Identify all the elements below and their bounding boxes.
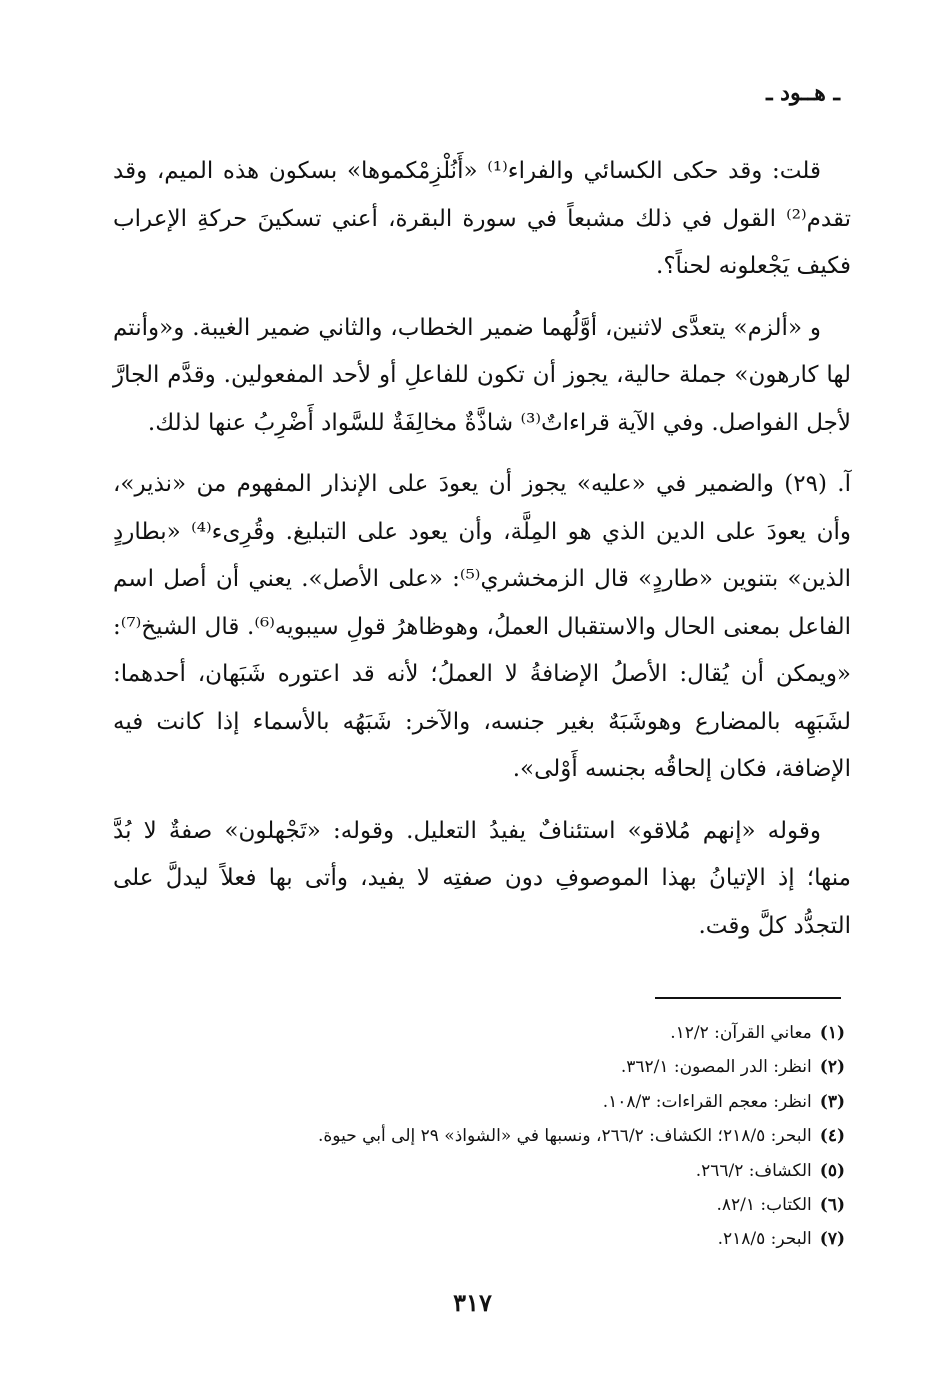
footnote-item [105, 1154, 845, 1188]
footnote-text: الكشاف: ٢٦٦/٢. [695, 1160, 812, 1181]
paragraph-1: قلت: وقد حكى الكسائي والفراء⁽¹⁾ «أَنُلْزِمْكموها» بسكون هذه الميم، وقد تقدم⁽²⁾ القول في ذلك مشبعاً في سورة البقرة، أعني تسكينَ حركةِ الإعراب فكيف يَجْعلونه لحناً؟. [113, 158, 851, 279]
footnote-number: (٢) [819, 1057, 845, 1078]
footnote-item [105, 1016, 845, 1050]
footnote-number: (٣) [819, 1091, 845, 1112]
footnote-item [105, 1050, 845, 1084]
footnotes-list [105, 1016, 845, 1257]
footnote-item [105, 1188, 845, 1222]
running-header: ـ هــود ـ [766, 80, 840, 106]
footnote-number: (٦) [819, 1195, 845, 1216]
footnote-text: البحر: ٢١٨/٥. [717, 1229, 812, 1250]
footnote-number: (١) [819, 1023, 845, 1043]
footnote-text: انظر: معجم القراءات: ١٠٨/٣. [602, 1091, 812, 1112]
footnote-number: (٤) [819, 1126, 845, 1147]
footnote-item [105, 1085, 845, 1119]
footnote-text: انظر: الدر المصون: ٣٦٢/١. [620, 1057, 812, 1078]
footnote-text: معاني القرآن: ١٢/٢. [670, 1023, 812, 1043]
footnote-separator [655, 997, 841, 999]
paragraph-2: و «ألزم» يتعدَّى لاثنين، أوَّلُهما ضمير الخطاب، والثاني ضمير الغيبة. و«وأنتم لها كارهون» جملة حالية، يجوز أن تكون للفاعلِ أو لأحد المفعولين. وقدَّم الجارَّ لأجل الفواصل. وفي الآية قراءاتٌ⁽³⁾ شاذَّةٌ مخالِفَةٌ للسَّواد أَضْرِبُ عنها لذلك. [113, 314, 851, 436]
paragraph-3: آ. (٢٩) والضمير في «عليه» يجوز أن يعودَ على الإنذار المفهوم من «نذير»، وأن يعودَ على الدين الذي هو المِلَّة، وأن يعود على التبليغ. وقُرِىء⁽⁴⁾ «بطاردٍ الذين» بتنوين «طاردٍ» قال الزمخشري⁽⁵⁾: «على الأصل». يعني أن أصل اسم الفاعل بمعنى الحال والاستقبال العملُ، وهوظاهرُ قولِ سيبويه⁽⁶⁾. قال الشيخ⁽⁷⁾: «ويمكن أن يُقال: الأصلُ الإضافةُ لا العملُ؛ لأنه قد اعتوره شَبَهان، أحدهما: لشَبَهِه بالمضارع وهوشَبَهٌ بغير جنسه، والآخر: شَبَهُه بالأسماء إذا كانت فيه الإضافة، فكان إلحاقُه بجنسه أَوْلى». [113, 471, 851, 782]
footnote-text: البحر: ٢١٨/٥؛ الكشاف: ٢٦٦/٢، ونسبها في «الشواذ» ٢٩ إلى أبي حيوة. [317, 1126, 812, 1147]
footnote-number: (٧) [819, 1229, 845, 1250]
footnote-item [105, 1119, 845, 1153]
footnote-number: (٥) [819, 1160, 845, 1181]
paragraph-4: وقوله «إنهم مُلاقو» استئنافٌ يفيدُ التعليل. وقوله: «تَجْهلون» صفةٌ لا بُدَّ منها؛ إذ الإتيانُ بهذا الموصوفِ دون صفتِه لا يفيد، وأتى بها فعلاً ليدلَّ على التجدُّد كلَّ وقت. [113, 817, 851, 939]
page-number: ٣١٧ [453, 1288, 492, 1317]
main-text [113, 148, 851, 964]
footnote-item [105, 1222, 845, 1256]
footnote-text: الكتاب: ٨٢/١. [716, 1195, 812, 1216]
